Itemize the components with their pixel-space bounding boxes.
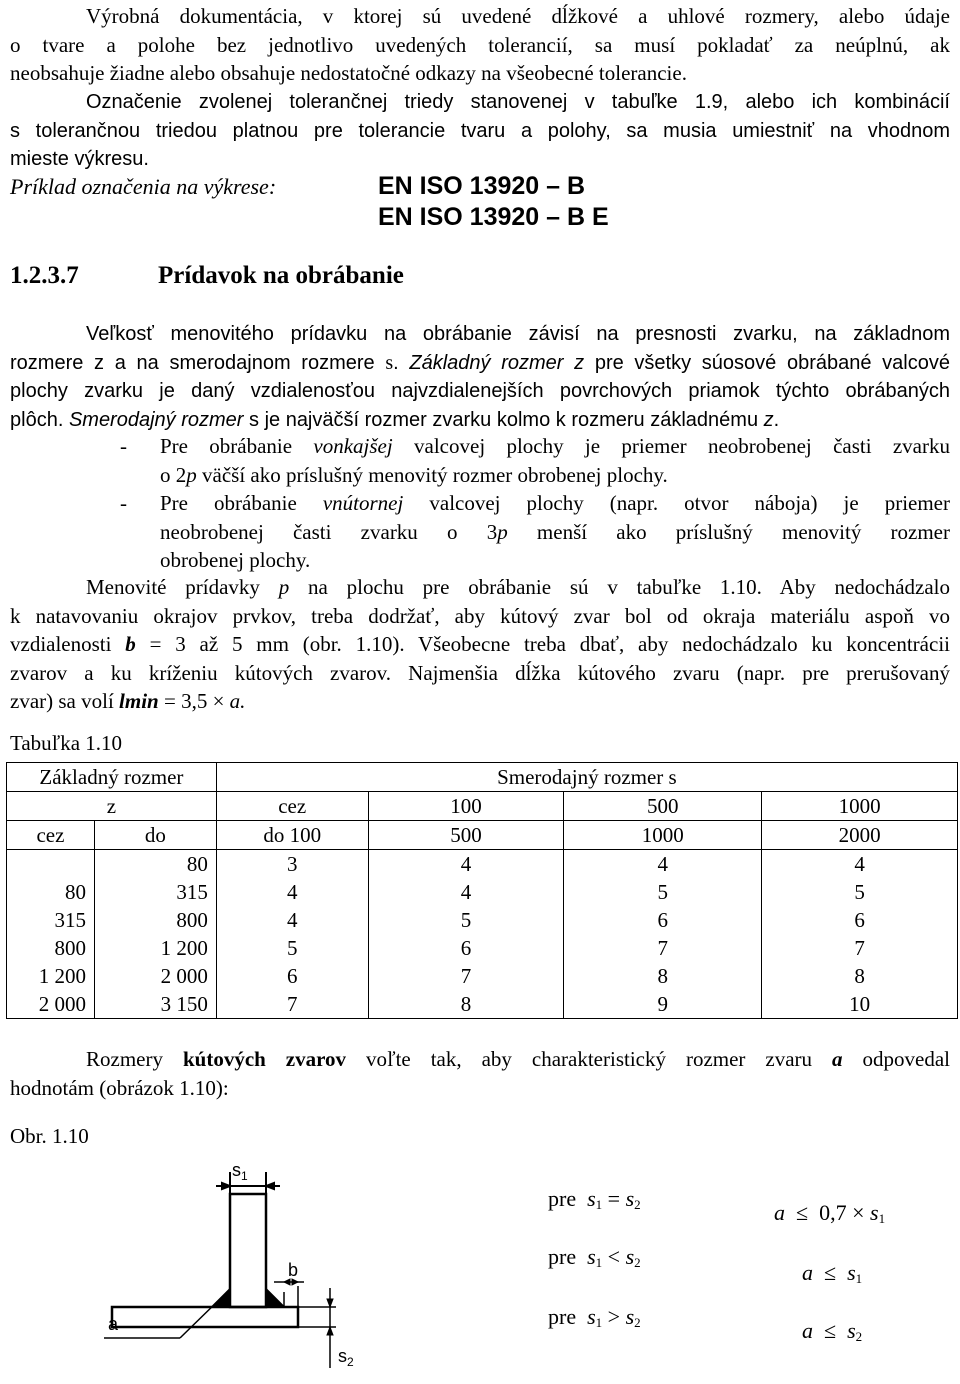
header-cell: 100	[368, 792, 564, 821]
table-cell: 2 000	[7, 990, 95, 1019]
header-reference-dimension: Smerodajný rozmer s	[216, 763, 957, 792]
table-header-row	[7, 821, 958, 850]
header-cell: cez	[7, 821, 95, 850]
table-cell: 4	[216, 906, 368, 934]
text-line: rozmere z a na smerodajnom rozmere s. Základný rozmer z pre všetky súosové obrábané valcové	[10, 351, 950, 374]
header-cell: cez	[216, 792, 368, 821]
table-header-row	[7, 792, 958, 821]
formula-condition-2: pre $s_1 < s_2$	[548, 1244, 641, 1270]
header-cell: do	[94, 821, 216, 850]
text-line: Označenie zvolenej tolerančnej triedy stanovenej v tabuľke 1.9, alebo ich kombinácií	[86, 91, 950, 113]
table-cell: 8	[762, 962, 958, 990]
text-line: mieste výkresu.	[10, 148, 149, 170]
text-line: plôch. Smerodajný rozmer s je najväčší rozmer zvarku kolmo k rozmeru základnému z.	[10, 408, 780, 431]
table-caption: Tabuľka 1.10	[10, 731, 123, 755]
header-cell: 500	[368, 821, 564, 850]
table-cell: 6	[216, 962, 368, 990]
text-line: Veľkosť menovitého prídavku na obrábanie závisí na presnosti zvarku, na základnom	[86, 323, 950, 345]
list-item-text: Pre obrábanie vnútornej valcovej plochy (napr. otvor nábojа) je priemer neobrobenej časti zvarku o 3p menší ako príslušný menovitý rozmer obrobenej plochy.	[160, 491, 950, 572]
table-cell: 4	[762, 850, 958, 879]
header-cell: 1000	[564, 821, 762, 850]
table-row	[7, 934, 958, 962]
table-cell: 3 150	[94, 990, 216, 1019]
paragraph-weld-spacing	[10, 573, 950, 716]
standard-code-2: EN ISO 13920 – B E	[378, 203, 609, 231]
table-cell: 6	[762, 906, 958, 934]
table-cell: 4	[368, 878, 564, 906]
formula-result-2: $a \le s_1$	[802, 1260, 863, 1286]
table-cell: 6	[368, 934, 564, 962]
text-line: Rozmery kútových zvarov voľte tak, aby charakteristický rozmer zvaru a odpovedal	[86, 1047, 950, 1071]
table-cell: 9	[564, 990, 762, 1019]
table-cell: 1 200	[94, 934, 216, 962]
section-title: Prídavok na obrábanie	[158, 262, 404, 289]
table-row	[7, 906, 958, 934]
header-cell: 2000	[762, 821, 958, 850]
table-cell	[7, 850, 95, 879]
table-cell: 800	[94, 906, 216, 934]
table-cell: 10	[762, 990, 958, 1019]
header-cell: do 100	[216, 821, 368, 850]
table-cell: 8	[368, 990, 564, 1019]
header-base-dimension: Základný rozmer	[7, 763, 217, 792]
list-item	[120, 489, 950, 579]
header-cell: 500	[564, 792, 762, 821]
table-cell: 7	[216, 990, 368, 1019]
figure-label: Obr. 1.10	[10, 1124, 89, 1148]
text-line: plochy zvarku je daný vzdialenosťou najvzdialenejších povrchových priamok týchto obrábaných	[10, 380, 950, 402]
paragraph-allowance	[10, 320, 950, 434]
text-line: neobsahuje žiadne alebo obsahuje nedostatočné odkazy na všeobecné tolerancie.	[10, 61, 687, 85]
label-s2: $s_2$	[338, 1346, 354, 1369]
text-line: Menovité prídavky p na plochu pre obrábanie sú v tabuľke 1.10. Aby nedochádzalo	[86, 575, 950, 599]
table-cell: 5	[368, 906, 564, 934]
table-cell: 3	[216, 850, 368, 879]
table-cell: 800	[7, 934, 95, 962]
paragraph-intro	[10, 2, 950, 88]
example-label: Príklad označenia na výkrese:	[10, 174, 277, 199]
text-line: hodnotám (obrázok 1.10):	[10, 1075, 229, 1100]
table-row	[7, 990, 958, 1019]
table-cell: 8	[564, 962, 762, 990]
table-cell: 315	[94, 878, 216, 906]
table-cell: 2 000	[94, 962, 216, 990]
table-cell: 5	[216, 934, 368, 962]
standard-code-1: EN ISO 13920 – B	[378, 172, 586, 200]
table-cell: 315	[7, 906, 95, 934]
table-cell: 7	[564, 934, 762, 962]
tolerance-table	[6, 762, 958, 1019]
table-cell: 1 200	[7, 962, 95, 990]
list-item	[120, 432, 950, 492]
text-line: o tvare a polohe bez jednotlivo uvedených tolerancií, sa musí pokladať za neúplnú, ak	[10, 32, 950, 57]
text-line: Výrobná dokumentácia, v ktorej sú uvedené dĺžkové a uhlové rozmery, alebo údaje	[86, 4, 950, 28]
table-row	[7, 878, 958, 906]
formula-condition-1: pre $s_1 = s_2$	[548, 1186, 641, 1212]
paragraph-designation	[10, 88, 950, 174]
list-item-text: Pre obrábanie vonkajšej valcovej plochy je priemer neobrobenej časti zvarku o 2p väčší ako príslušný menovitý rozmer obrobenej plochy.	[160, 434, 950, 487]
table-cell: 5	[762, 878, 958, 906]
formula-condition-3: pre $s_1 > s_2$	[548, 1304, 641, 1330]
table-cell: 80	[94, 850, 216, 879]
label-s1: $s_1$	[232, 1160, 248, 1183]
header-z: z	[7, 792, 217, 821]
label-a: a	[108, 1314, 119, 1334]
table-row	[7, 850, 958, 879]
table-cell: 4	[564, 850, 762, 879]
text-line: zvarov a ku kríženiu kútových zvarov. Najmenšia dĺžka kútového zvaru (napr. pre prerušovaný	[10, 660, 950, 685]
table-cell: 4	[368, 850, 564, 879]
formula-result-3: $a \le s_2$	[802, 1318, 863, 1344]
table-header-row	[7, 763, 958, 792]
table-cell: 6	[564, 906, 762, 934]
header-cell: 1000	[762, 792, 958, 821]
table-cell: 5	[564, 878, 762, 906]
label-b: b	[288, 1260, 299, 1280]
formula-result-1: $a \le 0,7 \times s_1$	[774, 1200, 886, 1226]
table-cell: 80	[7, 878, 95, 906]
text-line: k natavovaniu okrajov prvkov, treba dodržať, aby kútový zvar bol od okraja materiálu aspoň vo	[10, 603, 950, 628]
text-line: vzdialenosti b = 3 až 5 mm (obr. 1.10). Všeobecne treba dbať, aby nedochádzalo ku koncentrácii	[10, 632, 950, 656]
text-line: zvar) sa volí lmin = 3,5 × a.	[10, 689, 246, 713]
bullet-dash: -	[120, 434, 127, 458]
table-cell: 7	[762, 934, 958, 962]
table-cell: 4	[216, 878, 368, 906]
paragraph-fillet-welds	[10, 1045, 950, 1102]
table-cell: 7	[368, 962, 564, 990]
table-row	[7, 962, 958, 990]
bullet-dash: -	[120, 491, 127, 515]
fillet-weld-figure	[100, 1158, 400, 1378]
text-line: s tolerančnou triedou platnou pre tolerancie tvaru a polohy, sa musia umiestniť na vhodnom	[10, 119, 950, 142]
section-number: 1.2.3.7	[10, 262, 79, 289]
